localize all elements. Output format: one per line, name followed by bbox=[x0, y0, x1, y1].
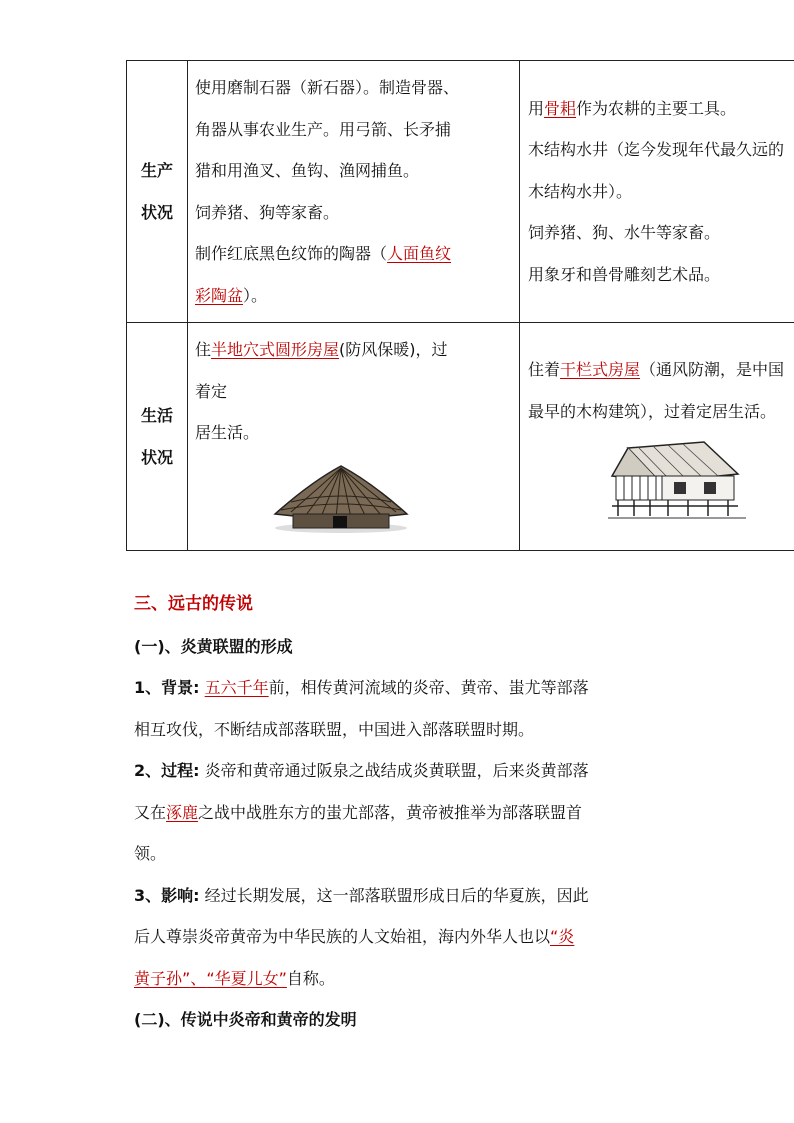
text: 制作红底黑色纹饰的陶器（ bbox=[195, 244, 388, 263]
key-term: 骨耜 bbox=[544, 98, 577, 118]
hemudu-living-cell bbox=[520, 323, 794, 551]
row-label-line: 状况 bbox=[140, 447, 173, 467]
cell-line: 居生活。 bbox=[195, 423, 260, 442]
cell-line: 使用磨制石器（新石器）。制造骨器、 bbox=[195, 78, 460, 97]
banpo-living-cell bbox=[188, 323, 520, 551]
cell-line: 饲养猪、狗、水牛等家畜。 bbox=[528, 223, 721, 243]
cell-line bbox=[195, 233, 513, 275]
cell-line bbox=[528, 349, 794, 391]
text: 用 bbox=[528, 98, 545, 118]
text: 住 bbox=[195, 340, 212, 359]
cell-line: 用象牙和兽骨雕刻艺术品。 bbox=[528, 264, 721, 284]
key-term: 干栏式房屋 bbox=[560, 360, 641, 379]
text: (防风保暖)，过 bbox=[339, 340, 448, 359]
table-row bbox=[127, 61, 794, 323]
text: 后人尊崇炎帝黄帝为中华民族的人文始祖，海内外华人也以 bbox=[134, 927, 551, 946]
legend-section bbox=[134, 584, 664, 1041]
cell-line: 最早的木构建筑），过着定居生活。 bbox=[528, 401, 777, 421]
cell-line bbox=[195, 275, 513, 317]
point-label: 3、影响: bbox=[134, 885, 200, 905]
comparison-table bbox=[126, 60, 794, 551]
text: 相互攻伐，不断结成部落联盟，中国进入部落联盟时期。 bbox=[134, 719, 535, 739]
cell-line: 角器从事农业生产。用弓箭、长矛捕 bbox=[195, 119, 452, 139]
cell-line: 着定 bbox=[195, 381, 228, 401]
key-term: “华夏儿女” bbox=[206, 968, 287, 988]
row-label-line: 状况 bbox=[140, 202, 173, 222]
text: 炎帝和黄帝通过阪泉之战结成炎黄联盟，后来炎黄部落 bbox=[204, 761, 589, 780]
paragraph-background bbox=[134, 667, 664, 750]
text: 自称。 bbox=[286, 968, 335, 988]
row-label-production bbox=[127, 61, 188, 323]
cell-line: 木结构水井）。 bbox=[528, 181, 633, 201]
text: 又在 bbox=[134, 802, 167, 822]
key-term: 人面鱼纹 bbox=[387, 244, 452, 263]
text: 、 bbox=[190, 968, 207, 988]
text: 前，相传黄河流域的炎帝、黄帝、蚩尤等部落 bbox=[268, 678, 589, 697]
cell-line: 木结构水井（迄今发现年代最久远的 bbox=[528, 140, 785, 160]
section-heading: 三、远古的传说 bbox=[134, 594, 253, 614]
key-term: “炎 bbox=[550, 927, 575, 946]
subsection-heading: (一)、炎黄联盟的形成 bbox=[134, 636, 293, 656]
key-term: 黄子孙” bbox=[134, 968, 191, 988]
cell-line: 猎和用渔叉、鱼钩、渔网捕鱼。 bbox=[195, 161, 420, 180]
text: 领。 bbox=[134, 844, 167, 863]
point-label: 1、背景: bbox=[134, 678, 200, 697]
point-label: 2、过程: bbox=[134, 761, 200, 780]
subsection-heading: (二)、传说中炎帝和黄帝的发明 bbox=[134, 1010, 357, 1029]
round-hut-image bbox=[271, 462, 411, 534]
key-term: 半地穴式圆形房屋 bbox=[211, 340, 340, 359]
text: （通风防潮，是中国 bbox=[640, 360, 785, 379]
key-term: 涿鹿 bbox=[166, 802, 199, 822]
cell-line bbox=[195, 329, 513, 371]
text: 经过长期发展，这一部落联盟形成日后的华夏族，因此 bbox=[204, 885, 589, 905]
stilt-house-image bbox=[608, 440, 748, 522]
text: ）。 bbox=[243, 285, 268, 305]
row-label-line: 生活 bbox=[140, 405, 173, 425]
text: 之战中战胜东方的蚩尤部落，黄帝被推举为部落联盟首 bbox=[198, 802, 583, 822]
row-label-line: 生产 bbox=[140, 160, 173, 180]
paragraph-process bbox=[134, 750, 664, 875]
hemudu-production-cell bbox=[520, 61, 794, 323]
banpo-production-cell bbox=[188, 61, 520, 323]
text: 住着 bbox=[528, 360, 561, 379]
cell-line: 饲养猪、狗等家畜。 bbox=[195, 202, 340, 222]
text: 作为农耕的主要工具。 bbox=[576, 98, 737, 118]
table-row bbox=[127, 323, 794, 551]
key-term: 五六千年 bbox=[204, 678, 269, 697]
cell-line bbox=[528, 88, 794, 130]
paragraph-impact bbox=[134, 875, 664, 1000]
row-label-living bbox=[127, 323, 188, 551]
key-term: 彩陶盆 bbox=[195, 285, 244, 305]
